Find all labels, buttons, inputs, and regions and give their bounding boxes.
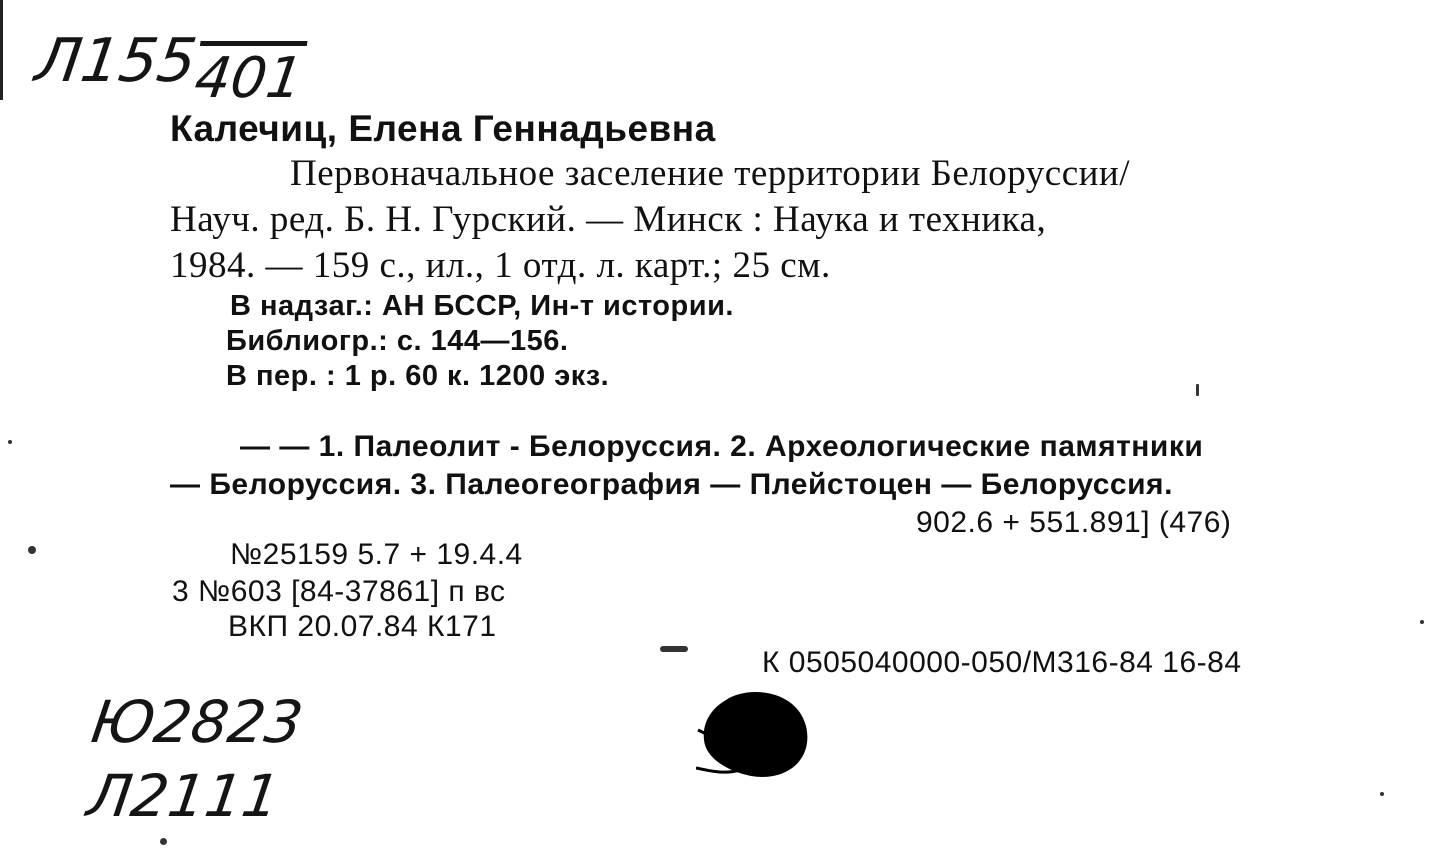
ink-blot-mark [696, 690, 810, 780]
catalog-line-1: №25159 5.7 + 19.4.4 [230, 538, 523, 571]
title-line-3: 1984. — 159 с., ил., 1 отд. л. карт.; 25 см. [170, 245, 831, 286]
catalog-line-2: 3 №603 [84-37861] п вс [172, 575, 506, 608]
author-name: Калечиц, Елена Геннадьевна [170, 108, 716, 149]
call-number-suffix: 401 [190, 46, 307, 111]
dust-speck [1420, 620, 1424, 624]
classification-number: 902.6 + 551.891] (476) [916, 506, 1232, 539]
call-number-main: Л155 [31, 26, 201, 96]
note-price: В пер. : 1 р. 60 к. 1200 экз. [226, 360, 610, 392]
ink-dash [660, 646, 688, 652]
title-line-1: Первоначальное заселение территории Белоруссии/ [290, 153, 1131, 194]
catalog-line-3: ВКП 20.07.84 К171 [228, 610, 497, 643]
handwritten-inventory-2: Л2111 [83, 762, 284, 830]
handwritten-inventory-1: Ю2823 [87, 688, 308, 756]
subjects-line-2: — Белоруссия. 3. Палеогеография — Плейстоцен — Белоруссия. [170, 468, 1173, 501]
note-header-org: В надзаг.: АН БССР, Ин-т истории. [230, 290, 734, 322]
card-edge-line [0, 0, 3, 100]
dust-speck [1196, 384, 1199, 396]
subjects-line-1: — — 1. Палеолит - Белоруссия. 2. Археологические памятники [240, 430, 1204, 463]
title-line-2: Науч. ред. Б. Н. Гурский. — Минск : Наука и техника, [170, 199, 1047, 240]
publication-code: К 0505040000-050/М316-84 16-84 [762, 646, 1242, 679]
dust-speck [1380, 792, 1384, 796]
dust-speck [160, 838, 167, 845]
note-bibliography: Библиогр.: с. 144—156. [226, 325, 569, 357]
dust-speck [8, 440, 12, 444]
handwritten-call-number [31, 26, 310, 111]
dust-speck [28, 546, 36, 554]
